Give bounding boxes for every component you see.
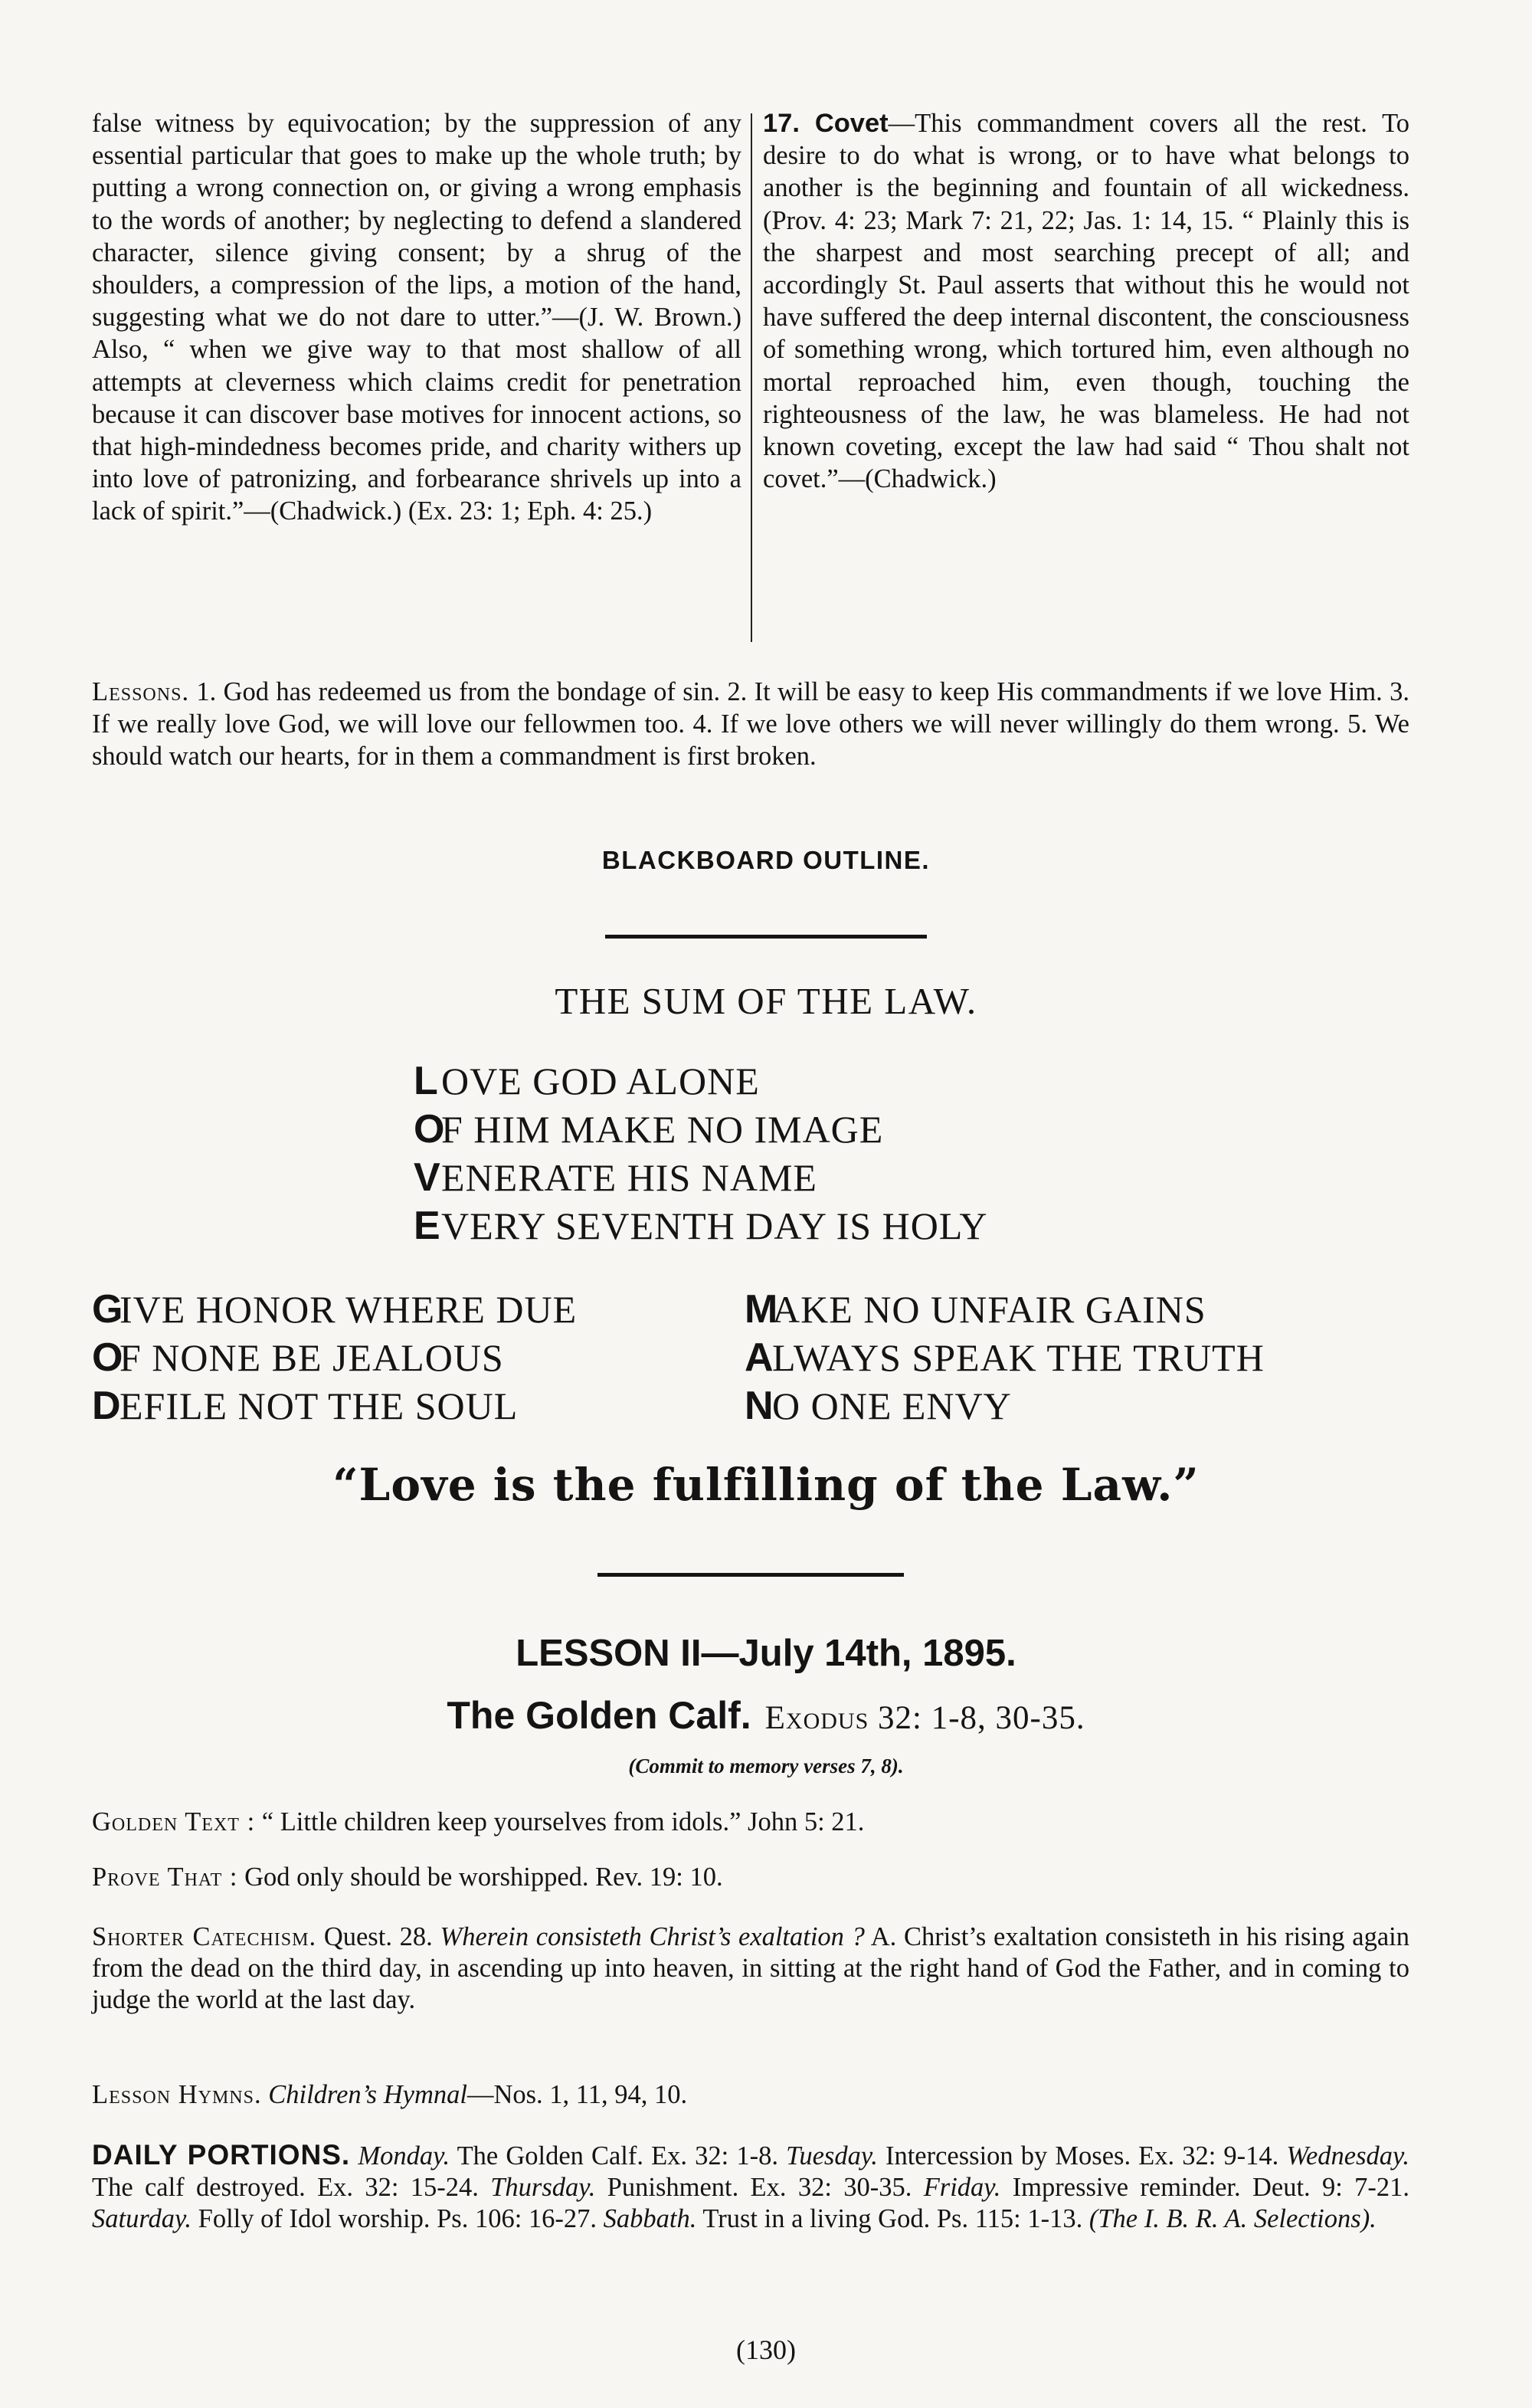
item-number: 17. <box>763 109 800 138</box>
day-reading: Intercession by Moses. Ex. 32: 9-14. <box>885 2141 1279 2170</box>
acrostic-line <box>92 1382 577 1430</box>
lesson-hymns <box>92 2079 1409 2111</box>
man-acrostic <box>745 1286 1265 1430</box>
blackboard-heading: BLACKBOARD OUTLINE. <box>601 846 931 874</box>
two-column-section <box>92 107 1409 659</box>
acrostic-text: AKE NO UNFAIR GAINS <box>772 1288 1206 1331</box>
lesson-name: The Golden Calf. <box>447 1694 751 1737</box>
acrostic-line <box>414 1202 987 1250</box>
catechism-question: Wherein consisteth Christ’s exaltation ? <box>440 1922 865 1951</box>
acrostic-text: IVE HONOR WHERE DUE <box>119 1288 578 1331</box>
acrostic-initial: O <box>414 1107 446 1152</box>
selections-source: (The I. B. R. A. Selections). <box>1088 2204 1377 2233</box>
right-column <box>763 107 1409 495</box>
day-name: Friday. <box>923 2173 1001 2202</box>
catechism-answer: A. Christ’s exaltation consisteth in his rising again from the dead on the third day, in ascending up into heaven, in sitting at the right hand of God the Father, and in coming to judge the world at the last day. <box>92 1922 1409 2014</box>
day-name: Tuesday. <box>786 2141 878 2170</box>
page-number: (130) <box>736 2334 796 2365</box>
commit-note: (Commit to memory verses 7, 8). <box>628 1754 904 1777</box>
acrostic-text: F HIM MAKE NO IMAGE <box>441 1108 884 1151</box>
covet-paragraph <box>763 107 1409 495</box>
acrostic-text: ENERATE HIS NAME <box>441 1156 817 1199</box>
day-name: Monday. <box>358 2141 450 2170</box>
day-reading: Impressive reminder. Deut. 9: 7-21. <box>1012 2173 1410 2202</box>
sum-of-law-title: THE SUM OF THE LAW. <box>555 980 977 1022</box>
acrostic-line <box>92 1334 577 1382</box>
day-name: Thursday. <box>490 2173 596 2202</box>
item-heading: Covet <box>814 109 889 138</box>
column-divider <box>751 113 752 642</box>
day-name: Saturday. <box>92 2204 192 2233</box>
acrostic-line <box>414 1106 987 1154</box>
day-reading: Folly of Idol worship. Ps. 106: 16-27. <box>198 2204 597 2233</box>
scripture-reference: Exodus 32: 1-8, 30-35. <box>764 1700 1085 1736</box>
prove-that-label: Prove That : <box>92 1863 238 1892</box>
left-column-text: false witness by equivocation; by the suppression of any essential particular that goes to make up the whole truth; by putting a wrong connection on, or giving a wrong emphasis to the words of another; by neglecting to defend a slandered character, silence giving consent; by a shrug of the shoulders, a compression of the lips, a motion of the hand, suggesting what we do not dare to utter.”—(J. W. Brown.) Also, “ when we give way to that most shallow of all attempts at cleverness which claims credit for penetration because it can discover base motives for innocent actions, so that high-mindedness becomes pride, and charity withers up into love of patronizing, and forbearance shrivels up into a lack of spirit.”—(Chadwick.) (Ex. 23: 1; Eph. 4: 25.) <box>92 109 741 526</box>
left-column <box>92 107 741 528</box>
acrostic-initial: A <box>745 1335 774 1380</box>
catechism-quest: Quest. 28. <box>323 1922 433 1951</box>
divider-rule <box>605 935 927 939</box>
acrostic-initial: V <box>414 1155 441 1200</box>
acrostic-initial: D <box>92 1384 122 1428</box>
god-acrostic <box>92 1286 577 1430</box>
day-reading: The Golden Calf. Ex. 32: 1-8. <box>457 2141 778 2170</box>
catechism-label: Shorter Catechism. <box>92 1922 317 1951</box>
acrostic-line <box>745 1286 1265 1334</box>
acrostic-text: LWAYS SPEAK THE TRUTH <box>772 1336 1265 1379</box>
acrostic-initial: M <box>745 1287 779 1332</box>
love-acrostic <box>414 1057 987 1250</box>
acrostic-initial: N <box>745 1384 774 1428</box>
day-reading: The calf destroyed. Ex. 32: 15-24. <box>92 2173 479 2202</box>
prove-that <box>92 1862 1409 1893</box>
right-column-text: —This commandment covers all the rest. To desire to do what is wrong, or to have what belongs to another is the beginning and fountain of all wickedness. (Prov. 4: 23; Mark 7: 21, 22; Jas. 1: 14, 15. “ Plainly this is the sharpest and most searching precept of all; and accordingly St. Paul asserts that without this he would not have suffered the deep internal discontent, the consciousness of something wrong, which tortured him, even although no mortal reproached him, even though, touching the righteousness of the law, he was blameless. He had not known coveting, except the law had said “ Thou shalt not covet.”—(Chadwick.) <box>763 109 1409 494</box>
acrostic-line <box>414 1057 987 1106</box>
prove-that-body: God only should be worshipped. Rev. 19: 10. <box>244 1863 723 1892</box>
acrostic-line <box>745 1382 1265 1430</box>
day-reading: Punishment. Ex. 32: 30-35. <box>607 2173 912 2202</box>
daily-portions <box>92 2139 1409 2235</box>
lesson-subtitle <box>0 1693 1532 1738</box>
lessons-paragraph <box>92 676 1409 772</box>
day-reading: Trust in a living God. Ps. 115: 1-13. <box>702 2204 1083 2233</box>
lesson-title: LESSON II—July 14th, 1895. <box>516 1633 1016 1674</box>
day-name: Wednesday. <box>1286 2141 1410 2170</box>
lessons-text: 1. God has redeemed us from the bondage of sin. 2. It will be easy to keep His commandments if we love Him. 3. If we really love God, we will love our fellowmen too. 4. If we love others we will never willingly do them wrong. 5. We should watch our hearts, for in them a commandment is first broken. <box>92 677 1409 771</box>
daily-portions-label: DAILY PORTIONS. <box>92 2139 351 2170</box>
acrostic-text: F NONE BE JEALOUS <box>119 1336 504 1379</box>
acrostic-text: OVE GOD ALONE <box>441 1060 760 1102</box>
acrostic-text: O ONE ENVY <box>772 1384 1012 1427</box>
acrostic-text: EFILE NOT THE SOUL <box>119 1384 519 1427</box>
acrostic-initial: G <box>92 1287 124 1332</box>
acrostic-line <box>745 1334 1265 1382</box>
acrostic-line <box>92 1286 577 1334</box>
hymns-label: Lesson Hymns. <box>92 2080 262 2109</box>
acrostic-initial: E <box>414 1204 441 1248</box>
golden-text-body: “ Little children keep yourselves from idols.” John 5: 21. <box>261 1807 865 1836</box>
golden-text <box>92 1807 1409 1838</box>
acrostic-initial: O <box>92 1335 124 1380</box>
shorter-catechism <box>92 1921 1409 2016</box>
acrostic-text: VERY SEVENTH DAY IS HOLY <box>441 1204 988 1247</box>
motto: “Love is the fulfilling of the Law.” <box>332 1459 1200 1511</box>
day-name: Sabbath. <box>603 2204 697 2233</box>
golden-text-label: Golden Text : <box>92 1807 256 1836</box>
hymnal-name: Children’s Hymnal <box>268 2080 467 2109</box>
acrostic-initial: L <box>414 1059 439 1103</box>
acrostic-line <box>414 1154 987 1202</box>
hymn-numbers: —Nos. 1, 11, 94, 10. <box>466 2080 688 2109</box>
lessons-label: Lessons. <box>92 677 190 706</box>
divider-rule <box>597 1573 904 1577</box>
